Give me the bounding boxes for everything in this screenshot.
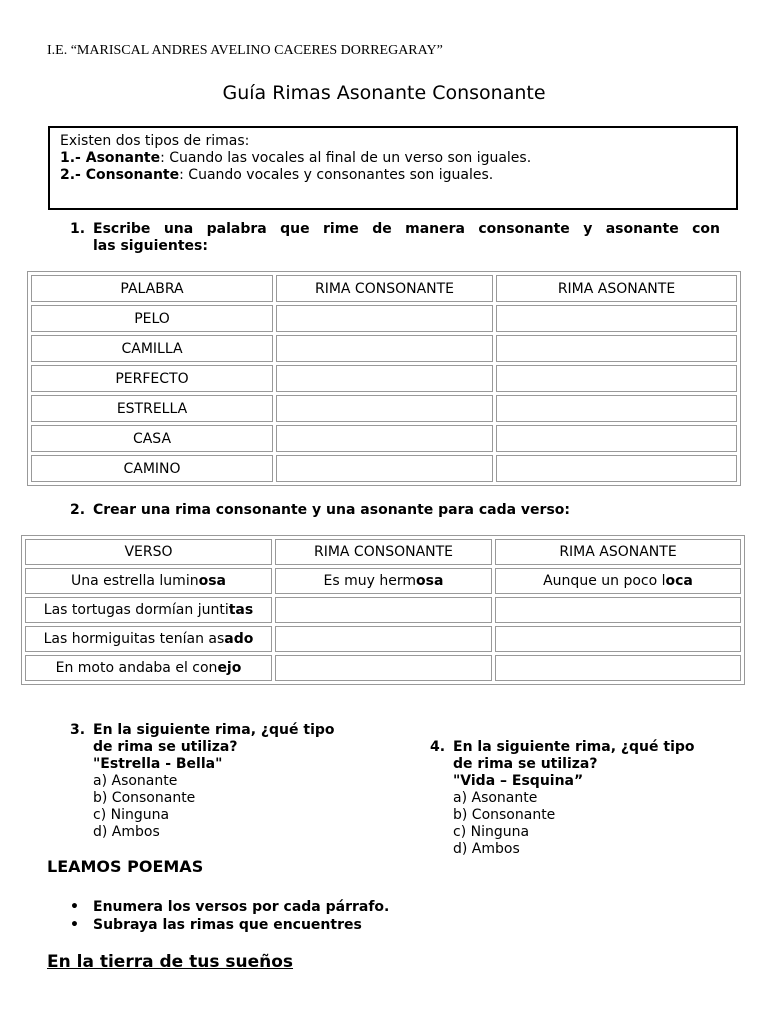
answer-cell[interactable]	[276, 335, 493, 362]
table-row	[31, 365, 737, 392]
answer-cell[interactable]	[495, 655, 741, 681]
list-item: • Subraya las rimas que encuentres	[70, 917, 362, 933]
instructions-list	[70, 898, 570, 934]
word-cell: CAMINO	[31, 455, 273, 482]
answer-cell[interactable]	[276, 365, 493, 392]
option-a[interactable]: a) Asonante	[93, 773, 178, 789]
header-rima-asonante: RIMA ASONANTE	[495, 539, 741, 565]
word-cell: ESTRELLA	[31, 395, 273, 422]
option-c[interactable]: c) Ninguna	[453, 824, 530, 840]
answer-cell[interactable]	[496, 395, 737, 422]
poem-title: En la tierra de tus sueños	[47, 952, 294, 972]
section-heading-poems: LEAMOS POEMAS	[47, 857, 204, 876]
table-row	[31, 455, 737, 482]
answer-cell[interactable]	[276, 305, 493, 332]
table-row	[31, 395, 737, 422]
header-rima-consonante: RIMA CONSONANTE	[276, 275, 493, 302]
header-verso: VERSO	[25, 539, 272, 565]
answer-cell[interactable]	[496, 305, 737, 332]
question-4: 4. En la siguiente rima, ¿qué tipo de rima se utiliza? "Vida – Esquina” a) Asonante b) Consonante c) Ninguna d) Ambos	[430, 739, 750, 858]
word-cell: PELO	[31, 305, 273, 332]
intro-item-asonante: 1.- Asonante: Cuando las vocales al final de un verso son iguales.	[60, 150, 532, 166]
answer-cell[interactable]	[275, 626, 492, 652]
answer-cell[interactable]	[495, 597, 741, 623]
answer-cell[interactable]	[496, 335, 737, 362]
answer-cell[interactable]	[496, 365, 737, 392]
list-item: • Enumera los versos por cada párrafo.	[70, 899, 390, 915]
page-title: Guía Rimas Asonante Consonante	[222, 82, 546, 104]
table-header-row	[25, 539, 741, 565]
question-3-line2: de rima se utiliza?	[93, 739, 238, 755]
word-cell: PERFECTO	[31, 365, 273, 392]
option-d[interactable]: d) Ambos	[93, 824, 160, 840]
table-row	[31, 305, 737, 332]
question-3-pair: "Estrella - Bella"	[93, 756, 223, 772]
intro-box	[48, 126, 738, 210]
table-row	[25, 568, 741, 594]
answer-cell[interactable]	[496, 425, 737, 452]
verse-cell: Las hormiguitas tenían asado	[25, 626, 272, 652]
question-4-line2: de rima se utiliza?	[453, 756, 598, 772]
answer-cell[interactable]	[276, 455, 493, 482]
verse-cell: Una estrella luminosa	[25, 568, 272, 594]
question-4-pair: "Vida – Esquina”	[453, 773, 584, 789]
answer-cell[interactable]: Aunque un poco loca	[495, 568, 741, 594]
table-row	[25, 626, 741, 652]
table-verses	[21, 535, 745, 685]
header-rima-consonante: RIMA CONSONANTE	[275, 539, 492, 565]
table-row	[25, 655, 741, 681]
table-row	[31, 335, 737, 362]
option-d[interactable]: d) Ambos	[453, 841, 520, 857]
answer-cell[interactable]	[495, 626, 741, 652]
header-rima-asonante: RIMA ASONANTE	[496, 275, 737, 302]
answer-cell[interactable]	[275, 597, 492, 623]
question-2-text: Crear una rima consonante y una asonante para cada verso:	[93, 502, 570, 518]
verse-cell: En moto andaba el conejo	[25, 655, 272, 681]
question-1: 1. Escribe una palabra que rime de manera consonante y asonante con las siguientes:	[70, 221, 720, 254]
table-rhymes-words	[27, 271, 741, 486]
question-1-line2: las siguientes:	[93, 238, 208, 254]
question-1-line1: Escribe una palabra que rime de manera consonante y asonante con	[93, 221, 720, 237]
question-4-line1: En la siguiente rima, ¿qué tipo	[453, 739, 695, 755]
question-2: 2. Crear una rima consonante y una asonante para cada verso:	[70, 502, 720, 519]
word-cell: CAMILLA	[31, 335, 273, 362]
option-b[interactable]: b) Consonante	[453, 807, 556, 823]
answer-cell[interactable]	[276, 425, 493, 452]
table-header-row	[31, 275, 737, 302]
answer-cell[interactable]	[276, 395, 493, 422]
answer-cell[interactable]: Es muy hermosa	[275, 568, 492, 594]
answer-cell[interactable]	[496, 455, 737, 482]
word-cell: CASA	[31, 425, 273, 452]
option-c[interactable]: c) Ninguna	[93, 807, 170, 823]
intro-line: Existen dos tipos de rimas:	[60, 133, 250, 149]
table-row	[25, 597, 741, 623]
question-3-line1: En la siguiente rima, ¿qué tipo	[93, 722, 335, 738]
answer-cell[interactable]	[275, 655, 492, 681]
table-row	[31, 425, 737, 452]
option-b[interactable]: b) Consonante	[93, 790, 196, 806]
school-name: I.E. “MARISCAL ANDRES AVELINO CACERES DORREGARAY”	[47, 43, 443, 58]
verse-cell: Las tortugas dormían juntitas	[25, 597, 272, 623]
question-3: 3. En la siguiente rima, ¿qué tipo de rima se utiliza? "Estrella - Bella" a) Asonante b) Consonante c) Ninguna d) Ambos	[70, 722, 390, 841]
header-palabra: PALABRA	[31, 275, 273, 302]
intro-item-consonante: 2.- Consonante: Cuando vocales y consonantes son iguales.	[60, 167, 494, 183]
option-a[interactable]: a) Asonante	[453, 790, 538, 806]
